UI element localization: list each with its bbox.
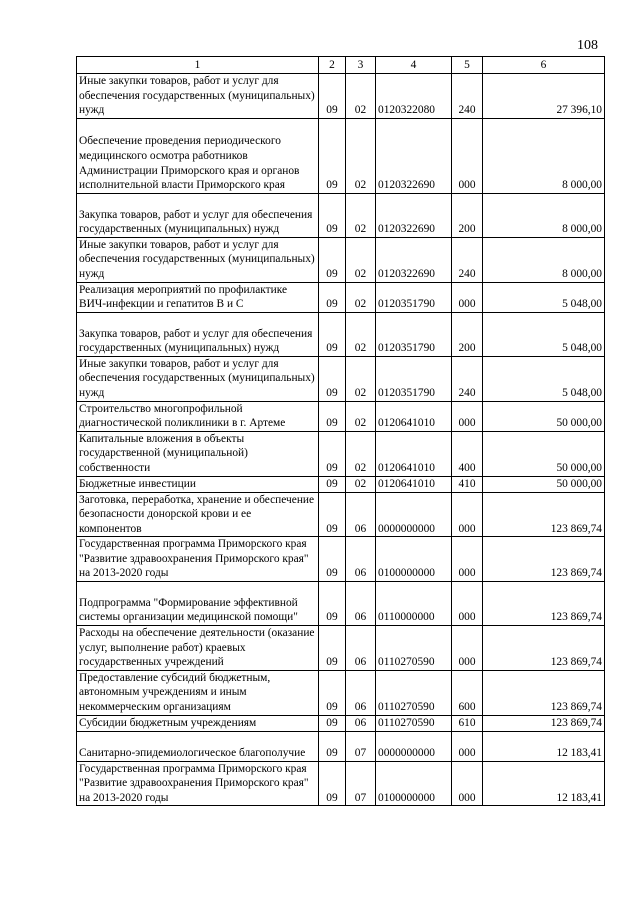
table-row <box>77 582 605 626</box>
row-target-code: 0110270590 <box>376 626 452 671</box>
row-target-code: 0100000000 <box>376 761 452 806</box>
row-subsection: 02 <box>346 356 376 401</box>
row-expense-type: 200 <box>452 312 483 356</box>
row-name: Государственная программа Приморского края "Развитие здравоохранения Приморского края" на 2013-2020 годы <box>77 761 319 806</box>
row-section: 09 <box>319 282 346 312</box>
row-name: Субсидии бюджетным учреждениям <box>77 715 319 731</box>
row-target-code: 0120322690 <box>376 237 452 282</box>
row-target-code: 0120641010 <box>376 401 452 431</box>
row-amount: 123 869,74 <box>483 537 605 582</box>
row-amount: 123 869,74 <box>483 626 605 671</box>
row-expense-type: 000 <box>452 626 483 671</box>
row-target-code: 0110270590 <box>376 715 452 731</box>
row-name: Обеспечение проведения периодического медицинского осмотра работников Администрации Приморского края и органов исполнительной власти Приморского края <box>77 118 319 193</box>
table-row <box>77 431 605 476</box>
row-target-code: 0120322080 <box>376 74 452 119</box>
row-amount: 27 396,10 <box>483 74 605 119</box>
row-amount: 50 000,00 <box>483 476 605 492</box>
row-expense-type: 000 <box>452 118 483 193</box>
row-subsection: 02 <box>346 74 376 119</box>
header-col-5: 5 <box>452 57 483 74</box>
row-subsection: 06 <box>346 537 376 582</box>
row-amount: 12 183,41 <box>483 731 605 761</box>
table-row <box>77 761 605 806</box>
row-amount: 5 048,00 <box>483 356 605 401</box>
row-target-code: 0120641010 <box>376 476 452 492</box>
row-subsection: 02 <box>346 193 376 237</box>
row-name: Заготовка, переработка, хранение и обеспечение безопасности донорской крови и ее компонентов <box>77 492 319 537</box>
row-section: 09 <box>319 731 346 761</box>
row-expense-type: 400 <box>452 431 483 476</box>
row-amount: 123 869,74 <box>483 715 605 731</box>
row-subsection: 02 <box>346 401 376 431</box>
table-row <box>77 670 605 715</box>
row-name: Иные закупки товаров, работ и услуг для обеспечения государственных (муниципальных) нужд <box>77 237 319 282</box>
row-target-code: 0000000000 <box>376 492 452 537</box>
page-number: 108 <box>577 38 598 53</box>
row-name: Реализация мероприятий по профилактике ВИЧ-инфекции и гепатитов В и С <box>77 282 319 312</box>
table-row <box>77 118 605 193</box>
row-expense-type: 000 <box>452 401 483 431</box>
budget-table <box>76 56 605 806</box>
row-expense-type: 000 <box>452 492 483 537</box>
row-amount: 12 183,41 <box>483 761 605 806</box>
row-amount: 50 000,00 <box>483 401 605 431</box>
row-target-code: 0120351790 <box>376 356 452 401</box>
row-amount: 50 000,00 <box>483 431 605 476</box>
table-row <box>77 492 605 537</box>
row-amount: 8 000,00 <box>483 193 605 237</box>
row-expense-type: 240 <box>452 237 483 282</box>
row-expense-type: 200 <box>452 193 483 237</box>
table-row <box>77 537 605 582</box>
row-expense-type: 600 <box>452 670 483 715</box>
row-section: 09 <box>319 401 346 431</box>
row-subsection: 06 <box>346 492 376 537</box>
row-name: Капитальные вложения в объекты государственной (муниципальной) собственности <box>77 431 319 476</box>
table-row <box>77 312 605 356</box>
header-col-1: 1 <box>77 57 319 74</box>
row-subsection: 06 <box>346 670 376 715</box>
row-section: 09 <box>319 715 346 731</box>
row-subsection: 06 <box>346 715 376 731</box>
row-name: Закупка товаров, работ и услуг для обеспечения государственных (муниципальных) нужд <box>77 193 319 237</box>
row-expense-type: 000 <box>452 282 483 312</box>
row-expense-type: 240 <box>452 356 483 401</box>
row-section: 09 <box>319 312 346 356</box>
row-name: Расходы на обеспечение деятельности (оказание услуг, выполнение работ) краевых государственных учреждений <box>77 626 319 671</box>
row-target-code: 0120322690 <box>376 193 452 237</box>
table-row <box>77 626 605 671</box>
row-subsection: 07 <box>346 731 376 761</box>
row-name: Предоставление субсидий бюджетным, автономным учреждениям и иным некоммерческим организациям <box>77 670 319 715</box>
header-col-6: 6 <box>483 57 605 74</box>
row-name: Подпрограмма "Формирование эффективной системы организации медицинской помощи" <box>77 582 319 626</box>
row-expense-type: 000 <box>452 537 483 582</box>
header-col-2: 2 <box>319 57 346 74</box>
row-section: 09 <box>319 761 346 806</box>
row-target-code: 0110000000 <box>376 582 452 626</box>
row-expense-type: 000 <box>452 582 483 626</box>
row-subsection: 02 <box>346 312 376 356</box>
row-section: 09 <box>319 476 346 492</box>
row-subsection: 02 <box>346 237 376 282</box>
table-row <box>77 356 605 401</box>
row-section: 09 <box>319 74 346 119</box>
row-name: Закупка товаров, работ и услуг для обеспечения государственных (муниципальных) нужд <box>77 312 319 356</box>
header-col-3: 3 <box>346 57 376 74</box>
row-section: 09 <box>319 431 346 476</box>
table-header-row <box>77 57 605 74</box>
header-col-4: 4 <box>376 57 452 74</box>
row-target-code: 0120351790 <box>376 312 452 356</box>
row-subsection: 02 <box>346 282 376 312</box>
table-row <box>77 237 605 282</box>
row-subsection: 07 <box>346 761 376 806</box>
row-section: 09 <box>319 537 346 582</box>
row-name: Иные закупки товаров, работ и услуг для обеспечения государственных (муниципальных) нужд <box>77 74 319 119</box>
row-name: Государственная программа Приморского края "Развитие здравоохранения Приморского края" на 2013-2020 годы <box>77 537 319 582</box>
row-amount: 123 869,74 <box>483 670 605 715</box>
table-row <box>77 731 605 761</box>
row-section: 09 <box>319 582 346 626</box>
row-amount: 123 869,74 <box>483 492 605 537</box>
row-section: 09 <box>319 492 346 537</box>
row-amount: 8 000,00 <box>483 237 605 282</box>
row-subsection: 06 <box>346 626 376 671</box>
table-row <box>77 715 605 731</box>
row-name: Иные закупки товаров, работ и услуг для обеспечения государственных (муниципальных) нужд <box>77 356 319 401</box>
row-section: 09 <box>319 356 346 401</box>
row-subsection: 02 <box>346 118 376 193</box>
row-name: Санитарно-эпидемиологическое благополучие <box>77 731 319 761</box>
row-subsection: 06 <box>346 582 376 626</box>
row-section: 09 <box>319 193 346 237</box>
row-target-code: 0110270590 <box>376 670 452 715</box>
table-row <box>77 476 605 492</box>
row-section: 09 <box>319 237 346 282</box>
row-name: Бюджетные инвестиции <box>77 476 319 492</box>
table-row <box>77 74 605 119</box>
row-target-code: 0120351790 <box>376 282 452 312</box>
row-name: Строительство многопрофильной диагностической поликлиники в г. Артеме <box>77 401 319 431</box>
row-amount: 5 048,00 <box>483 312 605 356</box>
row-expense-type: 000 <box>452 731 483 761</box>
row-target-code: 0120322690 <box>376 118 452 193</box>
row-expense-type: 240 <box>452 74 483 119</box>
row-expense-type: 410 <box>452 476 483 492</box>
row-section: 09 <box>319 670 346 715</box>
row-subsection: 02 <box>346 476 376 492</box>
row-expense-type: 610 <box>452 715 483 731</box>
row-target-code: 0000000000 <box>376 731 452 761</box>
row-amount: 5 048,00 <box>483 282 605 312</box>
row-amount: 8 000,00 <box>483 118 605 193</box>
row-amount: 123 869,74 <box>483 582 605 626</box>
row-target-code: 0120641010 <box>376 431 452 476</box>
row-subsection: 02 <box>346 431 376 476</box>
row-expense-type: 000 <box>452 761 483 806</box>
table-row <box>77 401 605 431</box>
table-row <box>77 282 605 312</box>
row-section: 09 <box>319 626 346 671</box>
row-target-code: 0100000000 <box>376 537 452 582</box>
table-row <box>77 193 605 237</box>
row-section: 09 <box>319 118 346 193</box>
